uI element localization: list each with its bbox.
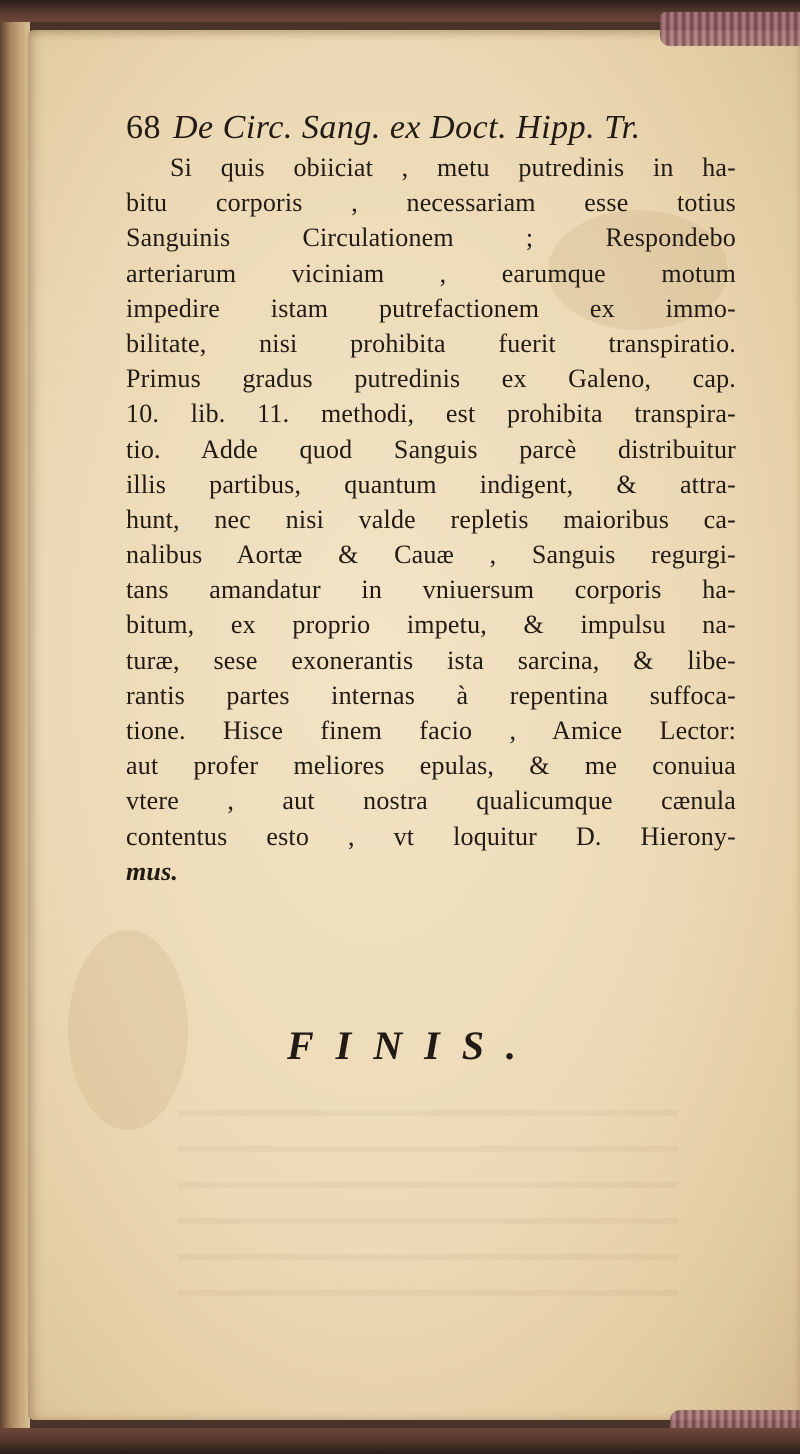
- body-text: [126, 150, 736, 854]
- body-line: tio. Adde quod Sanguis parcè distribuitur: [126, 434, 736, 464]
- spine-edge: [0, 22, 30, 1428]
- body-line: bitum, ex proprio impetu, & impulsu na-: [126, 610, 736, 640]
- body-line: 10. lib. 11. methodi, est prohibita transpira-: [126, 399, 736, 429]
- body-line: bitu corporis , necessariam esse totius: [126, 188, 736, 218]
- bottom-binding-edge: [0, 1428, 800, 1454]
- body-line: nalibus Aortæ & Cauæ , Sanguis regurgi-: [126, 540, 736, 570]
- body-line: Si quis obiiciat , metu putredinis in ha-: [170, 153, 736, 182]
- body-line: tione. Hisce finem facio , Amice Lector:: [126, 716, 736, 745]
- body-line: Sanguinis Circulationem ; Respondebo: [126, 223, 736, 253]
- body-line: hunt, nec nisi valde repletis maioribus ca-: [126, 504, 736, 534]
- finis-heading: FINIS.: [287, 1023, 538, 1068]
- body-line: contentus esto , vt loquitur D. Hierony-: [126, 821, 736, 851]
- body-line: aut profer meliores epulas, & me conuiua: [126, 751, 736, 781]
- body-line: illis partibus, quantum indigent, & attra-: [126, 469, 736, 499]
- body-line: arteriarum viciniam , earumque motum: [126, 258, 736, 288]
- paper-stain: [68, 930, 188, 1130]
- running-head-title: De Circ. Sang. ex Doct. Hipp. Tr.: [173, 109, 641, 146]
- body-line-final: mus.: [126, 856, 179, 886]
- page-number: 68: [126, 109, 161, 146]
- body-line: rantis partes internas à repentina suffoca-: [126, 680, 736, 710]
- bleed-through-text: [178, 1110, 678, 1310]
- text-block: [126, 108, 736, 889]
- body-line: impedire istam putrefactionem ex immo-: [126, 293, 736, 323]
- body-line: bilitate, nisi prohibita fuerit transpiratio.: [126, 328, 736, 358]
- body-line: Primus gradus putredinis ex Galeno, cap.: [126, 364, 736, 394]
- running-head: [126, 108, 736, 148]
- body-line: vtere , aut nostra qualicumque cænula: [126, 786, 736, 816]
- headband-top: [660, 12, 800, 46]
- body-line: tans amandatur in vniuersum corporis ha-: [126, 575, 736, 605]
- body-line: turæ, sese exonerantis ista sarcina, & libe-: [126, 645, 736, 675]
